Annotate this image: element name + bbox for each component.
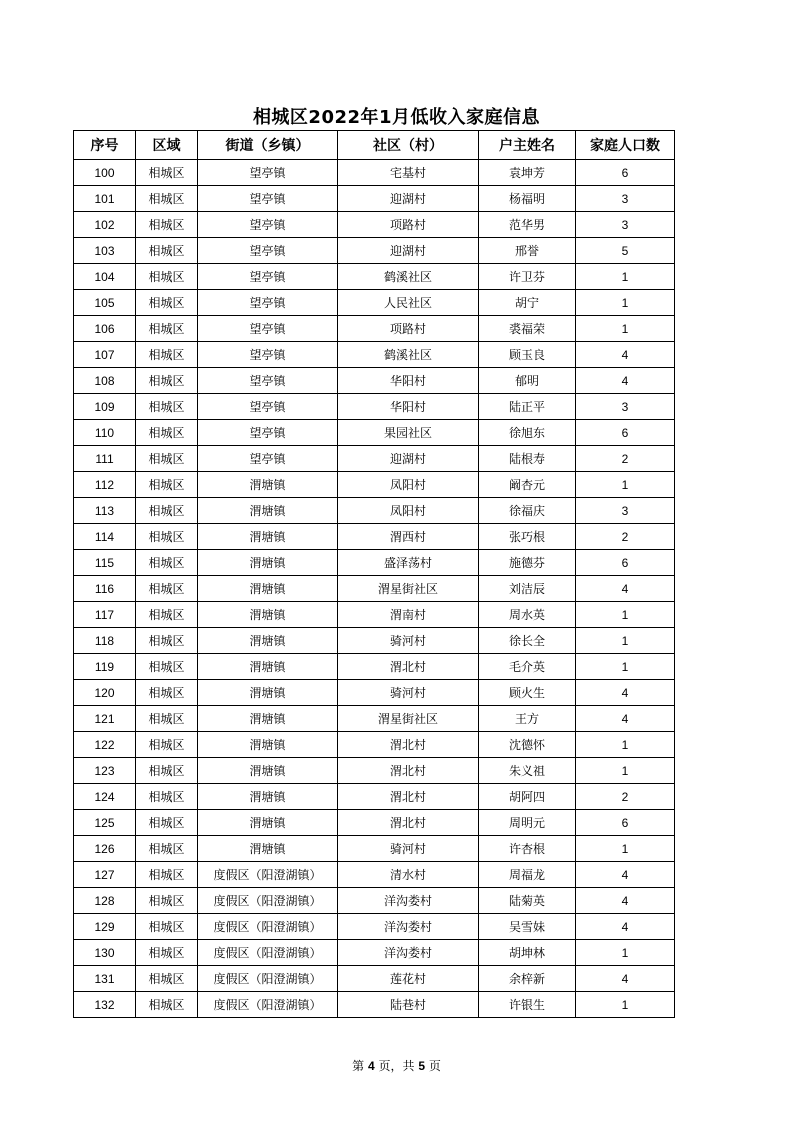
table-row — [74, 472, 675, 498]
table-row — [74, 524, 675, 550]
community-cell: 迎湖村 — [338, 446, 479, 472]
name-cell: 胡宁 — [479, 290, 576, 316]
household-size-cell: 4 — [576, 680, 675, 706]
table-row — [74, 654, 675, 680]
street-cell: 望亭镇 — [198, 264, 338, 290]
street-cell: 渭塘镇 — [198, 784, 338, 810]
household-size-cell: 3 — [576, 498, 675, 524]
footer-page-number: 4 — [367, 1059, 375, 1073]
name-cell: 吴雪妹 — [479, 914, 576, 940]
community-cell: 渭北村 — [338, 732, 479, 758]
street-cell: 望亭镇 — [198, 420, 338, 446]
district-cell: 相城区 — [136, 342, 198, 368]
community-cell: 凤阳村 — [338, 498, 479, 524]
table-row — [74, 602, 675, 628]
table-row — [74, 264, 675, 290]
street-cell: 度假区（阳澄湖镇） — [198, 940, 338, 966]
name-cell: 许杏根 — [479, 836, 576, 862]
household-size-cell: 2 — [576, 784, 675, 810]
district-cell: 相城区 — [136, 472, 198, 498]
household-size-cell: 5 — [576, 238, 675, 264]
table-row — [74, 680, 675, 706]
index-cell: 115 — [74, 550, 136, 576]
community-cell: 渭北村 — [338, 758, 479, 784]
index-cell: 114 — [74, 524, 136, 550]
street-cell: 望亭镇 — [198, 160, 338, 186]
household-size-cell: 1 — [576, 758, 675, 784]
name-cell: 余梓新 — [479, 966, 576, 992]
index-cell: 105 — [74, 290, 136, 316]
index-cell: 110 — [74, 420, 136, 446]
name-cell: 徐长全 — [479, 628, 576, 654]
community-cell: 迎湖村 — [338, 186, 479, 212]
index-cell: 130 — [74, 940, 136, 966]
community-cell: 宅基村 — [338, 160, 479, 186]
community-cell: 凤阳村 — [338, 472, 479, 498]
street-cell: 渭塘镇 — [198, 706, 338, 732]
household-size-cell: 1 — [576, 940, 675, 966]
index-cell: 121 — [74, 706, 136, 732]
index-cell: 117 — [74, 602, 136, 628]
household-size-cell: 6 — [576, 810, 675, 836]
community-cell: 人民社区 — [338, 290, 479, 316]
street-cell: 渭塘镇 — [198, 810, 338, 836]
name-cell: 周福龙 — [479, 862, 576, 888]
index-cell: 107 — [74, 342, 136, 368]
index-cell: 112 — [74, 472, 136, 498]
index-cell: 111 — [74, 446, 136, 472]
table-row — [74, 758, 675, 784]
name-cell: 刘洁辰 — [479, 576, 576, 602]
name-cell: 胡阿四 — [479, 784, 576, 810]
street-cell: 渭塘镇 — [198, 654, 338, 680]
district-cell: 相城区 — [136, 524, 198, 550]
low-income-table — [73, 130, 675, 1018]
district-cell: 相城区 — [136, 966, 198, 992]
name-cell: 杨福明 — [479, 186, 576, 212]
district-cell: 相城区 — [136, 602, 198, 628]
table-row — [74, 342, 675, 368]
household-size-cell: 3 — [576, 394, 675, 420]
name-cell: 张巧根 — [479, 524, 576, 550]
community-cell: 渭星街社区 — [338, 576, 479, 602]
street-cell: 渭塘镇 — [198, 550, 338, 576]
household-size-cell: 6 — [576, 420, 675, 446]
household-size-cell: 2 — [576, 524, 675, 550]
header-householder-name: 户主姓名 — [479, 131, 576, 160]
community-cell: 渭北村 — [338, 810, 479, 836]
household-size-cell: 6 — [576, 550, 675, 576]
table-row — [74, 940, 675, 966]
district-cell: 相城区 — [136, 628, 198, 654]
name-cell: 王方 — [479, 706, 576, 732]
name-cell: 周水英 — [479, 602, 576, 628]
table-row — [74, 862, 675, 888]
community-cell: 项路村 — [338, 316, 479, 342]
household-size-cell: 1 — [576, 264, 675, 290]
community-cell: 陆巷村 — [338, 992, 479, 1018]
household-size-cell: 3 — [576, 186, 675, 212]
index-cell: 116 — [74, 576, 136, 602]
district-cell: 相城区 — [136, 446, 198, 472]
name-cell: 顾玉良 — [479, 342, 576, 368]
household-size-cell: 4 — [576, 862, 675, 888]
district-cell: 相城区 — [136, 368, 198, 394]
district-cell: 相城区 — [136, 316, 198, 342]
index-cell: 100 — [74, 160, 136, 186]
household-size-cell: 1 — [576, 836, 675, 862]
header-district: 区域 — [136, 131, 198, 160]
table-row — [74, 810, 675, 836]
index-cell: 119 — [74, 654, 136, 680]
name-cell: 郁明 — [479, 368, 576, 394]
street-cell: 渭塘镇 — [198, 602, 338, 628]
table-row — [74, 966, 675, 992]
table-row — [74, 888, 675, 914]
index-cell: 122 — [74, 732, 136, 758]
street-cell: 渭塘镇 — [198, 758, 338, 784]
index-cell: 124 — [74, 784, 136, 810]
footer-suffix: 页 — [428, 1059, 441, 1073]
name-cell: 阚杏元 — [479, 472, 576, 498]
index-cell: 127 — [74, 862, 136, 888]
district-cell: 相城区 — [136, 680, 198, 706]
street-cell: 度假区（阳澄湖镇） — [198, 966, 338, 992]
district-cell: 相城区 — [136, 784, 198, 810]
table-row — [74, 238, 675, 264]
district-cell: 相城区 — [136, 940, 198, 966]
district-cell: 相城区 — [136, 420, 198, 446]
household-size-cell: 4 — [576, 706, 675, 732]
household-size-cell: 1 — [576, 654, 675, 680]
table-row — [74, 420, 675, 446]
index-cell: 126 — [74, 836, 136, 862]
name-cell: 顾火生 — [479, 680, 576, 706]
footer-middle: 页，共 — [378, 1059, 415, 1073]
street-cell: 度假区（阳澄湖镇） — [198, 862, 338, 888]
district-cell: 相城区 — [136, 576, 198, 602]
table-row — [74, 446, 675, 472]
footer-page-total: 5 — [418, 1059, 426, 1073]
index-cell: 102 — [74, 212, 136, 238]
community-cell: 渭北村 — [338, 654, 479, 680]
community-cell: 骑河村 — [338, 836, 479, 862]
name-cell: 周明元 — [479, 810, 576, 836]
index-cell: 118 — [74, 628, 136, 654]
header-community-village: 社区（村） — [338, 131, 479, 160]
community-cell: 果园社区 — [338, 420, 479, 446]
household-size-cell: 1 — [576, 992, 675, 1018]
street-cell: 望亭镇 — [198, 212, 338, 238]
district-cell: 相城区 — [136, 810, 198, 836]
community-cell: 洋沟娄村 — [338, 940, 479, 966]
community-cell: 华阳村 — [338, 394, 479, 420]
district-cell: 相城区 — [136, 550, 198, 576]
district-cell: 相城区 — [136, 992, 198, 1018]
district-cell: 相城区 — [136, 732, 198, 758]
table-row — [74, 628, 675, 654]
table-row — [74, 212, 675, 238]
index-cell: 128 — [74, 888, 136, 914]
table-row — [74, 836, 675, 862]
index-cell: 120 — [74, 680, 136, 706]
household-size-cell: 2 — [576, 446, 675, 472]
street-cell: 望亭镇 — [198, 342, 338, 368]
community-cell: 洋沟娄村 — [338, 888, 479, 914]
community-cell: 迎湖村 — [338, 238, 479, 264]
name-cell: 徐福庆 — [479, 498, 576, 524]
table-header-row — [74, 131, 675, 160]
household-size-cell: 4 — [576, 368, 675, 394]
district-cell: 相城区 — [136, 914, 198, 940]
community-cell: 渭北村 — [338, 784, 479, 810]
household-size-cell: 6 — [576, 160, 675, 186]
name-cell: 许银生 — [479, 992, 576, 1018]
name-cell: 毛介英 — [479, 654, 576, 680]
street-cell: 望亭镇 — [198, 186, 338, 212]
district-cell: 相城区 — [136, 758, 198, 784]
district-cell: 相城区 — [136, 186, 198, 212]
community-cell: 骑河村 — [338, 680, 479, 706]
community-cell: 渭南村 — [338, 602, 479, 628]
index-cell: 103 — [74, 238, 136, 264]
table-row — [74, 290, 675, 316]
community-cell: 洋沟娄村 — [338, 914, 479, 940]
community-cell: 鹤溪社区 — [338, 342, 479, 368]
name-cell: 朱义祖 — [479, 758, 576, 784]
community-cell: 清水村 — [338, 862, 479, 888]
household-size-cell: 1 — [576, 290, 675, 316]
index-cell: 108 — [74, 368, 136, 394]
community-cell: 盛泽荡村 — [338, 550, 479, 576]
name-cell: 陆正平 — [479, 394, 576, 420]
street-cell: 度假区（阳澄湖镇） — [198, 914, 338, 940]
name-cell: 裘福荣 — [479, 316, 576, 342]
district-cell: 相城区 — [136, 862, 198, 888]
community-cell: 项路村 — [338, 212, 479, 238]
street-cell: 渭塘镇 — [198, 524, 338, 550]
index-cell: 113 — [74, 498, 136, 524]
district-cell: 相城区 — [136, 888, 198, 914]
street-cell: 望亭镇 — [198, 394, 338, 420]
district-cell: 相城区 — [136, 654, 198, 680]
street-cell: 渭塘镇 — [198, 498, 338, 524]
street-cell: 渭塘镇 — [198, 576, 338, 602]
index-cell: 106 — [74, 316, 136, 342]
street-cell: 度假区（阳澄湖镇） — [198, 888, 338, 914]
household-size-cell: 4 — [576, 914, 675, 940]
header-street-town: 街道（乡镇） — [198, 131, 338, 160]
street-cell: 渭塘镇 — [198, 472, 338, 498]
index-cell: 132 — [74, 992, 136, 1018]
table-row — [74, 914, 675, 940]
table-row — [74, 784, 675, 810]
header-household-size: 家庭人口数 — [576, 131, 675, 160]
community-cell: 莲花村 — [338, 966, 479, 992]
name-cell: 许卫芬 — [479, 264, 576, 290]
street-cell: 渭塘镇 — [198, 628, 338, 654]
name-cell: 施德芬 — [479, 550, 576, 576]
community-cell: 骑河村 — [338, 628, 479, 654]
street-cell: 望亭镇 — [198, 238, 338, 264]
name-cell: 袁坤芳 — [479, 160, 576, 186]
table-row — [74, 316, 675, 342]
district-cell: 相城区 — [136, 498, 198, 524]
district-cell: 相城区 — [136, 290, 198, 316]
household-size-cell: 4 — [576, 342, 675, 368]
district-cell: 相城区 — [136, 238, 198, 264]
table-row — [74, 992, 675, 1018]
index-cell: 129 — [74, 914, 136, 940]
household-size-cell: 1 — [576, 732, 675, 758]
name-cell: 陆菊英 — [479, 888, 576, 914]
street-cell: 渭塘镇 — [198, 836, 338, 862]
index-cell: 109 — [74, 394, 136, 420]
name-cell: 胡坤林 — [479, 940, 576, 966]
district-cell: 相城区 — [136, 394, 198, 420]
community-cell: 华阳村 — [338, 368, 479, 394]
name-cell: 邢誉 — [479, 238, 576, 264]
household-size-cell: 1 — [576, 602, 675, 628]
page-footer — [0, 1057, 793, 1074]
community-cell: 渭星街社区 — [338, 706, 479, 732]
table-row — [74, 160, 675, 186]
table-row — [74, 498, 675, 524]
index-cell: 123 — [74, 758, 136, 784]
name-cell: 沈德怀 — [479, 732, 576, 758]
household-size-cell: 4 — [576, 888, 675, 914]
index-cell: 101 — [74, 186, 136, 212]
district-cell: 相城区 — [136, 706, 198, 732]
household-size-cell: 3 — [576, 212, 675, 238]
table-row — [74, 186, 675, 212]
household-size-cell: 4 — [576, 966, 675, 992]
household-size-cell: 1 — [576, 472, 675, 498]
community-cell: 渭西村 — [338, 524, 479, 550]
street-cell: 度假区（阳澄湖镇） — [198, 992, 338, 1018]
household-size-cell: 4 — [576, 576, 675, 602]
name-cell: 范华男 — [479, 212, 576, 238]
household-size-cell: 1 — [576, 628, 675, 654]
index-cell: 104 — [74, 264, 136, 290]
street-cell: 望亭镇 — [198, 316, 338, 342]
footer-prefix: 第 — [352, 1059, 365, 1073]
street-cell: 望亭镇 — [198, 290, 338, 316]
table-row — [74, 732, 675, 758]
district-cell: 相城区 — [136, 160, 198, 186]
header-index: 序号 — [74, 131, 136, 160]
community-cell: 鹤溪社区 — [338, 264, 479, 290]
street-cell: 渭塘镇 — [198, 680, 338, 706]
household-size-cell: 1 — [576, 316, 675, 342]
table-row — [74, 550, 675, 576]
name-cell: 徐旭东 — [479, 420, 576, 446]
table-row — [74, 576, 675, 602]
index-cell: 131 — [74, 966, 136, 992]
page-title: 相城区2022年1月低收入家庭信息 — [252, 107, 541, 128]
district-cell: 相城区 — [136, 212, 198, 238]
table-row — [74, 706, 675, 732]
district-cell: 相城区 — [136, 836, 198, 862]
table-row — [74, 368, 675, 394]
table-row — [74, 394, 675, 420]
index-cell: 125 — [74, 810, 136, 836]
street-cell: 渭塘镇 — [198, 732, 338, 758]
street-cell: 望亭镇 — [198, 368, 338, 394]
name-cell: 陆根寿 — [479, 446, 576, 472]
street-cell: 望亭镇 — [198, 446, 338, 472]
district-cell: 相城区 — [136, 264, 198, 290]
